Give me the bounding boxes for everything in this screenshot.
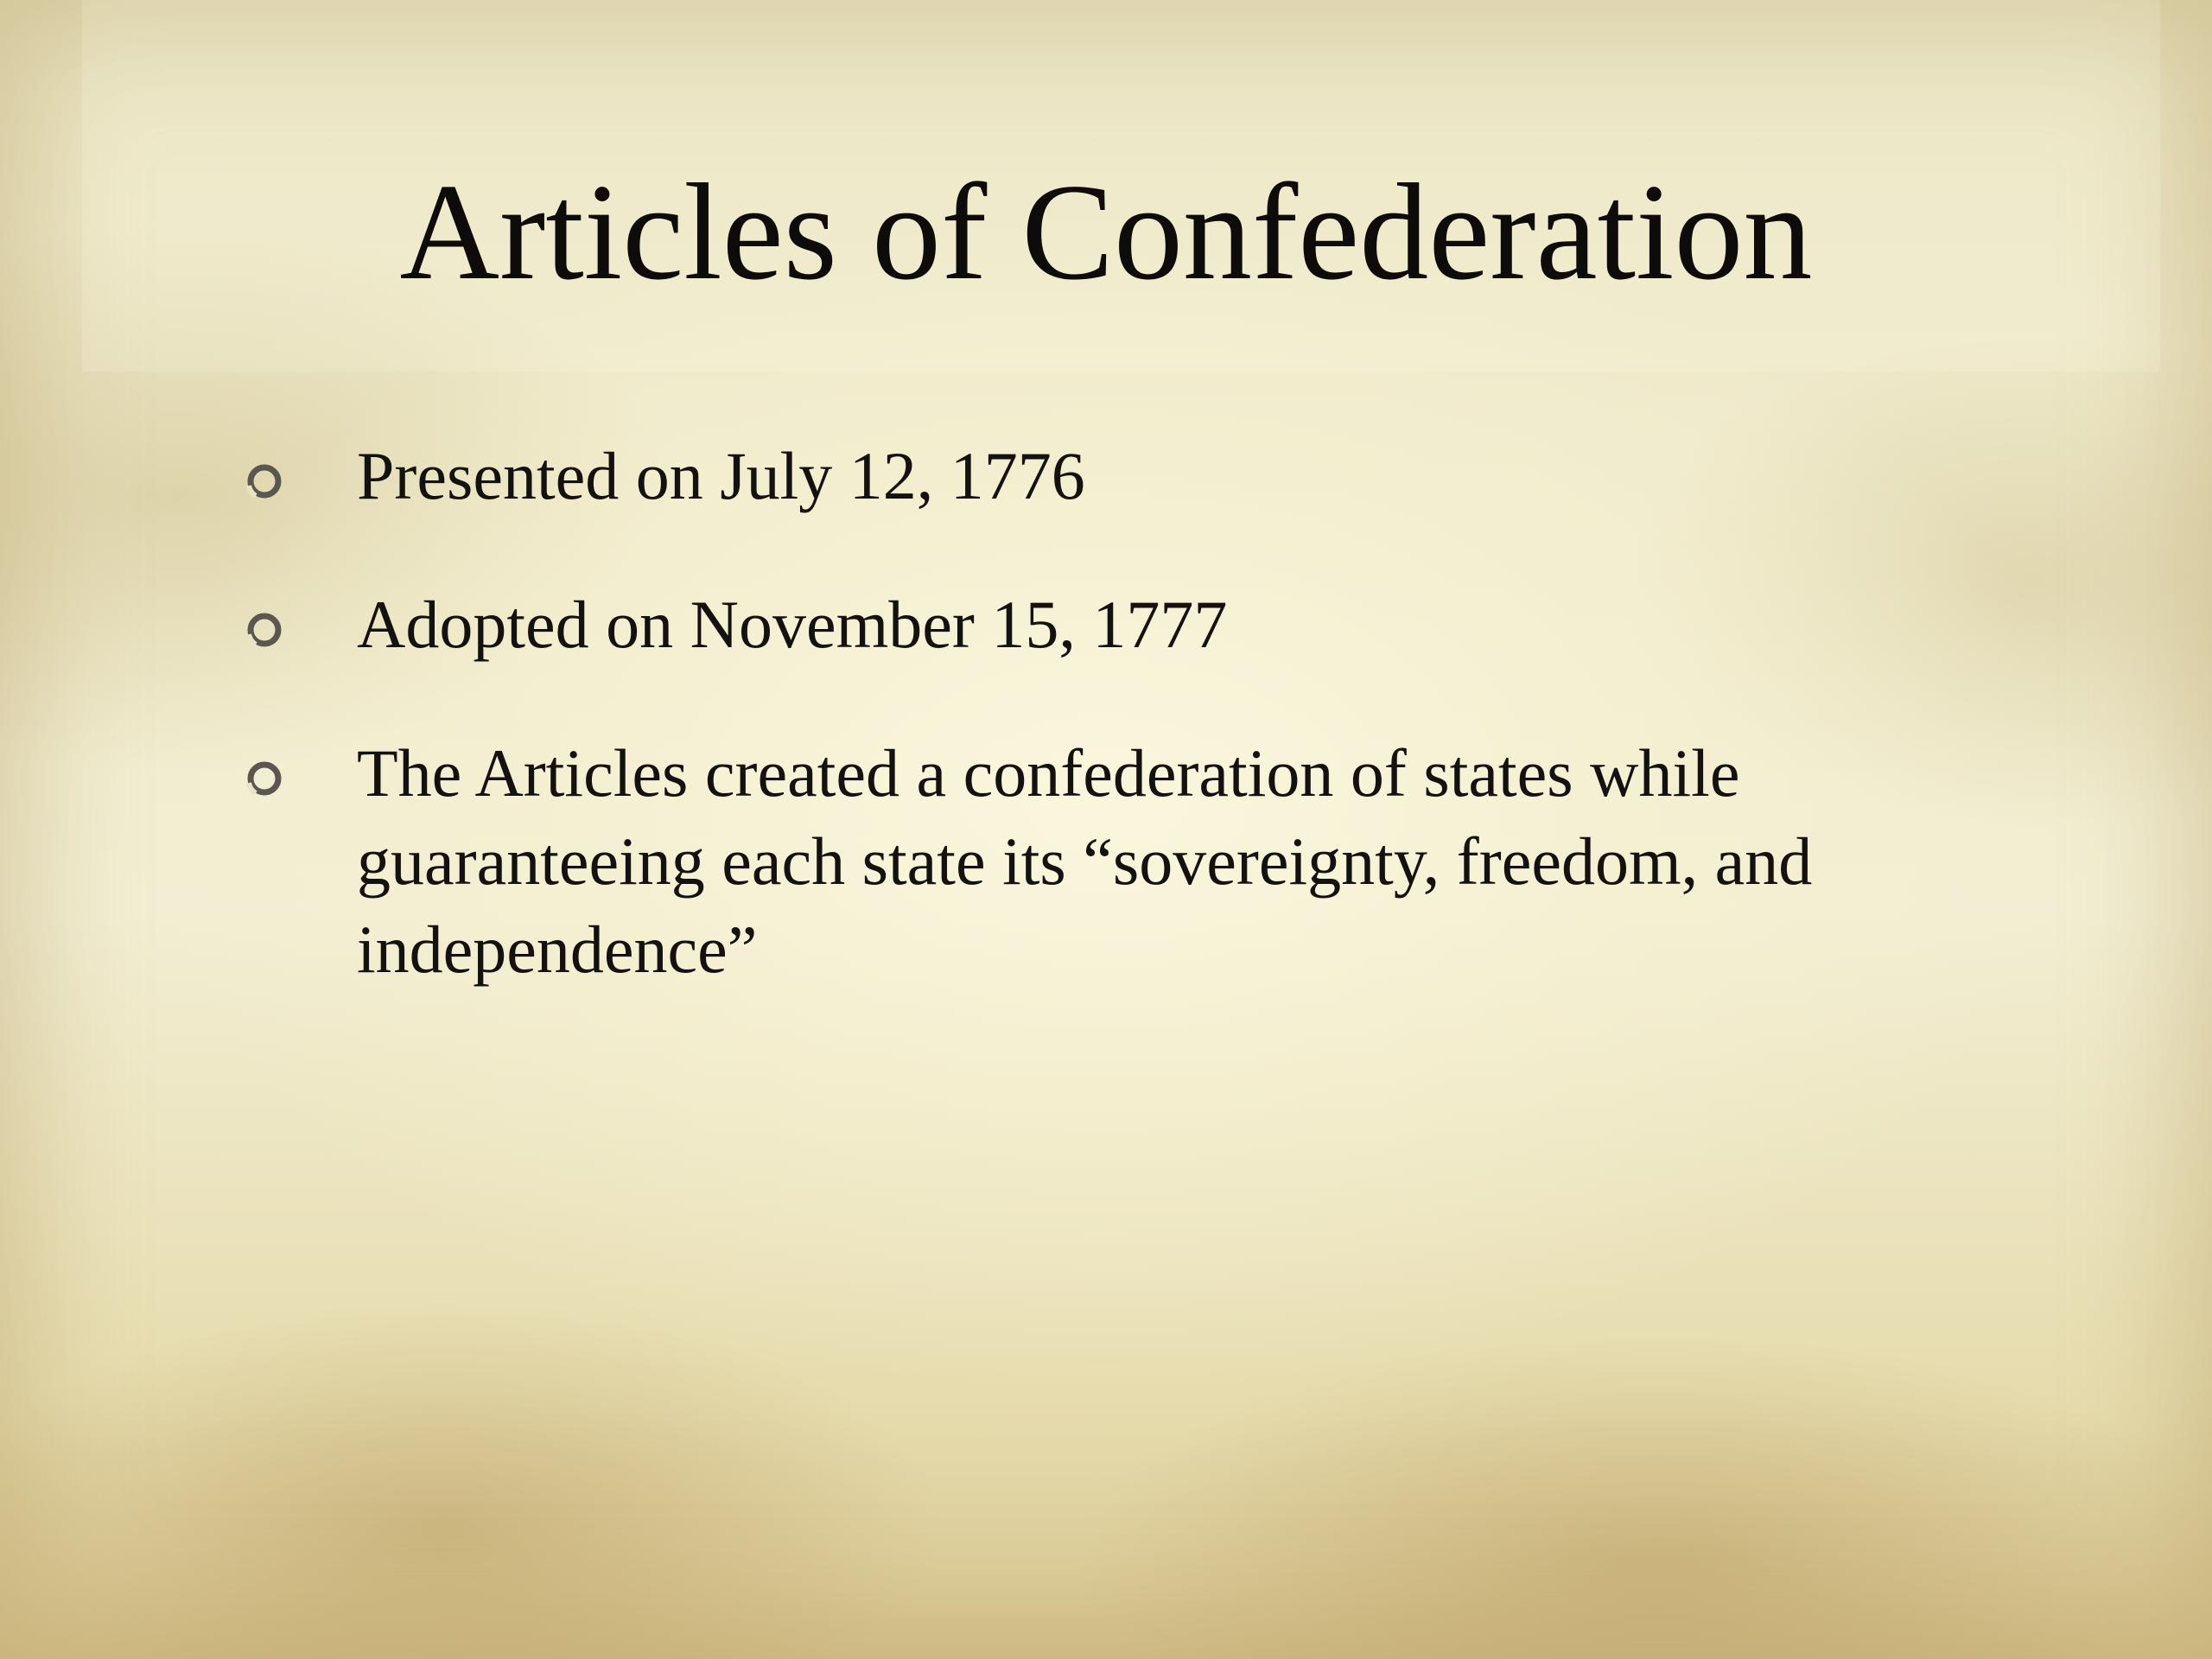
bullet-list bbox=[242, 432, 1987, 1054]
slide-title: Articles of Confederation bbox=[399, 155, 1813, 308]
bullet-text: Adopted on November 15, 1777 bbox=[357, 587, 1228, 662]
hollow-circle-bullet-icon bbox=[245, 610, 284, 650]
bullet-text: The Articles created a confederation of states while guaranteeing each state its “sovereignty, freedom, and independence” bbox=[357, 735, 1813, 987]
bullet-item bbox=[242, 729, 1987, 994]
bullet-item bbox=[242, 581, 1987, 669]
bullet-text: Presented on July 12, 1776 bbox=[357, 438, 1085, 513]
bullet-item bbox=[242, 432, 1987, 520]
hollow-circle-bullet-icon bbox=[245, 759, 284, 798]
hollow-circle-bullet-icon bbox=[245, 461, 284, 501]
